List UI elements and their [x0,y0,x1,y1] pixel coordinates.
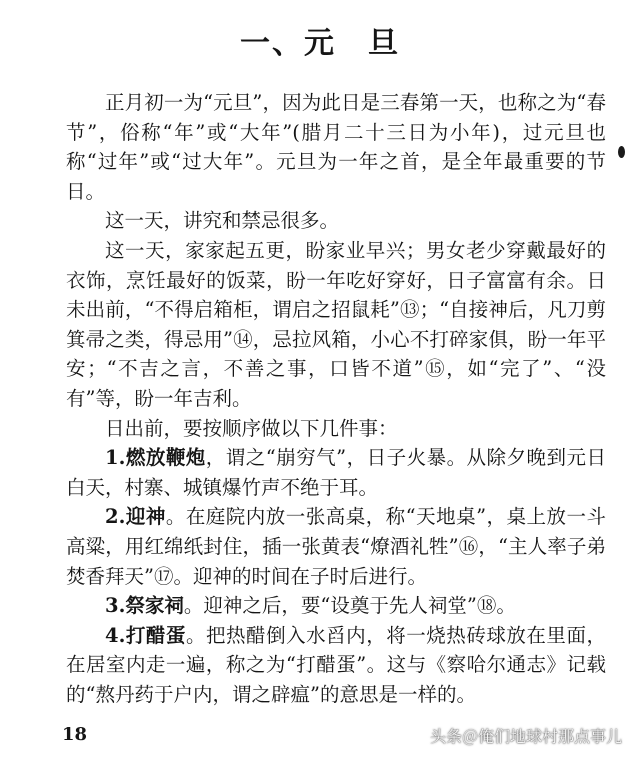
item-text: 。在庭院内放一张高桌，称“天地桌”，桌上放一斗高粱，用红绵纸封住，插一张黄表“燎酒礼牲”⑯，“主人率子弟焚香拜天”⑰。迎神的时间在子时后进行。 [66,505,606,588]
list-item [66,591,606,621]
item-text: 。把热醋倒入水舀内，将一烧热砖球放在里面，在居室内走一遍，称之为“打醋蛋”。这与《察哈尔通志》记载的“熬丹药于户内，谓之辟瘟”的意思是一样的。 [66,623,606,706]
paragraph: 这一天，讲究和禁忌很多。 [105,209,340,233]
item-text: 。迎神之后，要“设奠于先人祠堂”⑱。 [183,594,516,618]
item-number: 2. [105,505,126,529]
item-text: ，谓之“崩穷气”，日子火暴。从除夕晚到元日白天，村寨、城镇爆竹声不绝于耳。 [66,446,606,499]
item-number: 1. [105,446,126,470]
list-item [66,621,606,710]
list-item [66,502,606,591]
item-title: 打醋蛋 [125,623,186,647]
page-number: 18 [62,724,88,745]
item-title: 祭家祠 [125,594,184,618]
item-number: 4. [105,623,126,647]
paragraph: 日出前，要按顺序做以下几件事： [105,416,398,440]
list-item [66,443,606,502]
body-text [66,88,606,709]
watermark: 头条＠俺们地球村那点事儿 [429,727,622,746]
item-title: 迎神 [125,505,166,529]
ink-speck [618,146,625,158]
paragraph: 正月初一为“元旦”，因为此日是三春第一天，也称之为“春节”，俗称“年”或“大年”(腊月二十三日为小年)，过元旦也称“过年”或“过大年”。元旦为一年之首，是全年最重要的节日。 [66,91,606,203]
chapter-title: 一、元 旦 [240,26,400,61]
item-title: 燃放鞭炮 [125,446,206,470]
paragraph: 这一天，家家起五更，盼家业早兴；男女老少穿戴最好的衣饰，烹饪最好的饭菜，盼一年吃好穿好，日子富富有余。日未出前，“不得启箱柜，谓启之招鼠耗”⑬；“自接神后，凡刀剪箕帚之类，得忌用”⑭，忌拉风箱，小心不打碎家俱，盼一年平安；“不吉之言，不善之事，口皆不道”⑮，如“完了”、“没有”等，盼一年吉利。 [66,238,606,410]
item-number: 3. [105,594,126,618]
